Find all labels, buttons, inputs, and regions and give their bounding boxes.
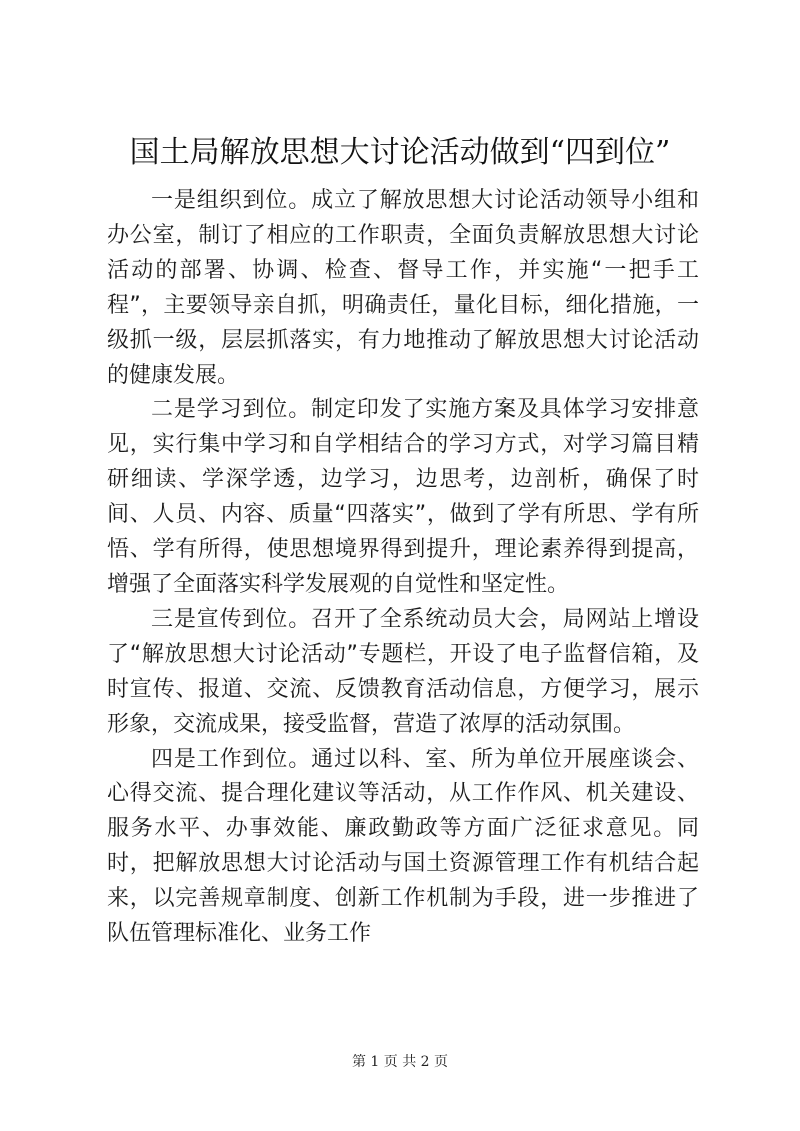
paragraph-work: 四是工作到位。通过以科、室、所为单位开展座谈会、心得交流、提合理化建议等活动，从工作作风、机关建设、服务水平、办事效能、廉政勤政等方面广泛征求意见。同时，把解放思想大讨论活动与国土资源管理工作有机结合起来，以完善规章制度、创新工作机制为手段，进一步推进了队伍管理标准化、业务工作 — [107, 746, 699, 947]
paragraph-organization: 一是组织到位。成立了解放思想大讨论活动领导小组和办公室，制订了相应的工作职责，全面负责解放思想大讨论活动的部署、协调、检查、督导工作，并实施“一把手工程”，主要领导亲自抓，明确责任，量化目标，细化措施，一级抓一级，层层抓落实，有力地推动了解放思想大讨论活动的健康发展。 — [107, 188, 699, 388]
page-footer: 第 1 页 共 2 页 — [351, 1054, 449, 1070]
paragraph-study: 二是学习到位。制定印发了实施方案及具体学习安排意见，实行集中学习和自学相结合的学习方式，对学习篇目精研细读、学深学透，边学习，边思考，边剖析，确保了时间、人员、内容、质量“四落实”，做到了学有所思、学有所悟、学有所得，使思想境界得到提升，理论素养得到提高，增强了全面落实科学发展观的自觉性和坚定性。 — [107, 397, 699, 597]
page-title: 国土局解放思想大讨论活动做到“四到位” — [129, 135, 671, 170]
paragraph-publicity: 三是宣传到位。召开了全系统动员大会，局网站上增设了“解放思想大讨论活动”专题栏，开设了电子监督信箱，及时宣传、报道、交流、反馈教育活动信息，方便学习，展示形象，交流成果，接受监督，营造了浓厚的活动氛围。 — [107, 606, 699, 737]
document-body — [107, 184, 699, 952]
